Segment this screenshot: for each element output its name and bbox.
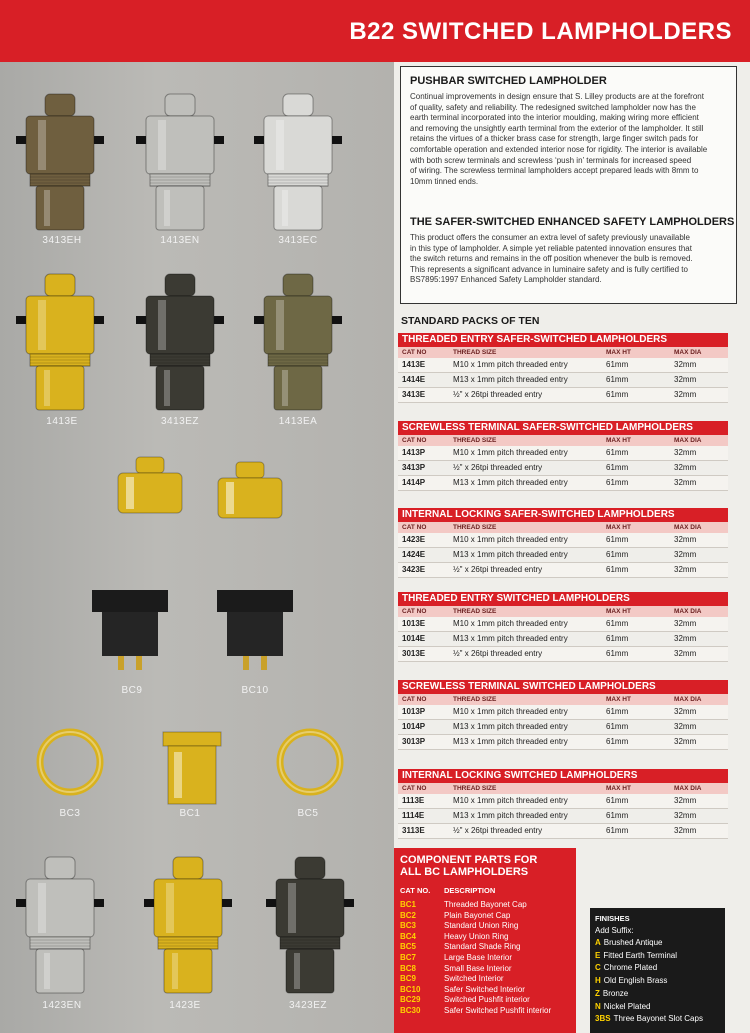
product-label: 3413EZ xyxy=(160,416,200,427)
component-row xyxy=(394,953,576,964)
table-cell: 32mm xyxy=(674,796,697,805)
table-header-cell: MAX HT xyxy=(606,437,631,444)
table-row xyxy=(398,548,728,563)
finishes-box xyxy=(590,908,725,1033)
spec-table xyxy=(398,333,728,403)
finish-code: A xyxy=(595,938,601,947)
component-desc: Safer Switched Pushfit interior xyxy=(444,1005,552,1015)
product-label: BC5 xyxy=(297,808,319,819)
table-row xyxy=(398,632,728,647)
table-row xyxy=(398,720,728,735)
body-line: This product offers the consumer an extra level of safety previously unavailable xyxy=(410,233,690,242)
table-cell: 32mm xyxy=(674,634,697,643)
product-label: 3413EC xyxy=(278,235,318,246)
component-desc: Switched Interior xyxy=(444,974,504,984)
table-header xyxy=(398,522,728,533)
product-label: 1413E xyxy=(46,416,78,427)
table-row xyxy=(398,533,728,548)
section-heading: THE SAFER-SWITCHED ENHANCED SAFETY LAMPHOLDERS xyxy=(410,216,735,228)
table-cell: 32mm xyxy=(674,463,697,472)
table-cell: 61mm xyxy=(606,360,629,369)
body-line: This represents a significant advance in luminaire safety and is fully certified to xyxy=(410,264,688,274)
table-cell: M10 x 1mm pitch threaded entry xyxy=(453,619,568,628)
component-desc: Standard Shade Ring xyxy=(444,942,521,952)
table-cell: ½" x 26tpi threaded entry xyxy=(453,565,543,574)
table-cell: 3413E xyxy=(402,390,426,399)
table-header-cell: MAX HT xyxy=(606,696,631,703)
component-desc: Switched Pushfit interior xyxy=(444,995,530,1005)
table-cell: 32mm xyxy=(674,619,697,628)
table-header xyxy=(398,606,728,617)
spec-table xyxy=(398,508,728,578)
lampholder-3413EZ xyxy=(136,274,224,410)
table-row xyxy=(398,647,728,662)
component-row xyxy=(394,932,576,943)
component-desc: Safer Switched Interior xyxy=(444,984,525,994)
table-cell: 61mm xyxy=(606,811,629,820)
interior-BC10 xyxy=(217,590,293,670)
component-desc: Heavy Union Ring xyxy=(444,931,509,941)
component-desc: Threaded Bayonet Cap xyxy=(444,900,527,909)
table-cell: M10 x 1mm pitch threaded entry xyxy=(453,448,568,457)
component-row xyxy=(394,911,576,922)
body-line: earth terminal incorporated into the interior moulding, making wiring more efficient xyxy=(410,113,699,123)
table-header xyxy=(398,694,728,705)
finish-desc: Bronze xyxy=(602,988,629,998)
table-cell: 61mm xyxy=(606,478,629,487)
table-header-cell: MAX HT xyxy=(606,349,631,356)
table-cell: 1423E xyxy=(402,535,426,544)
table-row xyxy=(398,563,728,578)
lampholder-3413EH xyxy=(16,94,104,230)
finish-code: Z xyxy=(595,988,600,998)
product-label: 1423EN xyxy=(42,1000,82,1011)
lampholder-1423EN xyxy=(16,857,104,993)
table-cell: M10 x 1mm pitch threaded entry xyxy=(453,535,568,544)
description-box xyxy=(400,66,737,304)
table-cell: M10 x 1mm pitch threaded entry xyxy=(453,360,568,369)
product-label: 3423EZ xyxy=(288,1000,328,1011)
table-cell: 1413P xyxy=(402,448,426,457)
body-line: and removing the unsightly earth terminal from the exterior of the lampholder. It still xyxy=(410,123,704,133)
finish-desc: Chrome Plated xyxy=(603,963,658,973)
spec-table xyxy=(398,769,728,839)
table-row xyxy=(398,446,728,461)
cap-image xyxy=(118,457,182,513)
table-cell: 61mm xyxy=(606,722,629,731)
component-row xyxy=(394,964,576,975)
component-code: BC1 xyxy=(400,900,417,909)
table-header-cell: CAT NO xyxy=(402,349,427,356)
table-row xyxy=(398,809,728,824)
component-title xyxy=(400,854,537,878)
table-cell: 1013P xyxy=(402,707,426,716)
table-row xyxy=(398,617,728,632)
table-cell: 32mm xyxy=(674,535,697,544)
table-cell: 61mm xyxy=(606,796,629,805)
component-code: BC29 xyxy=(400,995,421,1005)
table-header-cell: MAX DIA xyxy=(674,524,702,531)
table-row xyxy=(398,735,728,750)
lampholder-1413E xyxy=(16,274,104,410)
component-row xyxy=(394,995,576,1006)
finish-desc: Old English Brass xyxy=(603,976,668,986)
table-header-cell: CAT NO xyxy=(402,608,427,615)
table-header-cell: THREAD SIZE xyxy=(453,349,497,356)
table-cell: 61mm xyxy=(606,707,629,716)
component-code: BC7 xyxy=(400,952,417,962)
table-cell: 32mm xyxy=(674,448,697,457)
lampholder-1423E xyxy=(144,857,232,993)
component-code: BC4 xyxy=(400,931,417,941)
body-line: of quality, safety and reliability. The redesigned switched lampholder now has the xyxy=(410,102,696,112)
finish-desc: Three Bayonet Slot Caps xyxy=(613,1014,703,1024)
body-line: of wiring. The screwless terminal lampholders accept prepared leads with 8mm to xyxy=(410,166,699,176)
table-header-cell: MAX DIA xyxy=(674,437,702,444)
product-label: BC3 xyxy=(59,808,81,819)
table-cell: 1414P xyxy=(402,478,426,487)
table-cell: ½" x 26tpi threaded entry xyxy=(453,390,543,399)
table-cell: M13 x 1mm pitch threaded entry xyxy=(453,634,568,643)
table-header-cell: THREAD SIZE xyxy=(453,785,497,792)
product-label: BC1 xyxy=(179,808,201,819)
table-header xyxy=(398,435,728,446)
finish-code: C xyxy=(595,963,601,973)
table-cell: 3413P xyxy=(402,463,426,472)
table-cell: 61mm xyxy=(606,737,629,746)
product-label: BC10 xyxy=(241,685,269,696)
component-title-line: ALL BC LAMPHOLDERS xyxy=(400,866,529,878)
table-row xyxy=(398,373,728,388)
table-cell: 61mm xyxy=(606,550,629,559)
table-header-cell: CAT NO xyxy=(402,524,427,531)
table-header-cell: MAX DIA xyxy=(674,349,702,356)
table-cell: M13 x 1mm pitch threaded entry xyxy=(453,722,568,731)
table-header-cell: CAT NO xyxy=(402,785,427,792)
body-line: 10mm tinned ends. xyxy=(410,176,479,186)
table-row xyxy=(398,476,728,491)
table-title: SCREWLESS TERMINAL SWITCHED LAMPHOLDERS xyxy=(398,680,728,694)
section2-body xyxy=(410,233,730,286)
table-header-cell: CAT NO xyxy=(402,437,427,444)
table-cell: 61mm xyxy=(606,619,629,628)
table-cell: M10 x 1mm pitch threaded entry xyxy=(453,796,568,805)
component-title-line: COMPONENT PARTS FOR xyxy=(400,854,538,866)
table-title: INTERNAL LOCKING SAFER-SWITCHED LAMPHOLDERS xyxy=(398,508,728,522)
component-desc: Standard Union Ring xyxy=(444,921,519,931)
table-row xyxy=(398,705,728,720)
component-list xyxy=(394,900,576,1017)
table-cell: 1014P xyxy=(402,722,426,731)
component-row xyxy=(394,1006,576,1017)
table-cell: 1413E xyxy=(402,360,426,369)
table-cell: 32mm xyxy=(674,826,697,835)
finish-row xyxy=(595,1002,650,1011)
table-cell: 32mm xyxy=(674,550,697,559)
table-cell: 32mm xyxy=(674,737,697,746)
table-cell: M13 x 1mm pitch threaded entry xyxy=(453,375,568,384)
table-cell: 32mm xyxy=(674,375,697,384)
finish-desc: Brushed Antique xyxy=(603,938,663,947)
table-cell: 61mm xyxy=(606,375,629,384)
body-line: with both screw terminals and screwless ‘push in’ terminals for increased speed xyxy=(410,155,692,165)
spec-table xyxy=(398,592,728,662)
component-header xyxy=(400,886,496,895)
spec-table xyxy=(398,680,728,750)
product-label: 1413EA xyxy=(278,416,318,427)
table-cell: 1424E xyxy=(402,550,426,559)
body-line: in this type of lampholder. A simple yet reliable patented innovation ensures that xyxy=(410,243,692,253)
product-label: BC9 xyxy=(121,685,143,696)
table-row xyxy=(398,794,728,809)
finish-code: N xyxy=(595,1001,601,1011)
component-desc: Small Base Interior xyxy=(444,963,512,973)
component-code: BC9 xyxy=(400,974,417,984)
table-cell: 61mm xyxy=(606,448,629,457)
product-label: 3413EH xyxy=(42,235,82,246)
table-row xyxy=(398,358,728,373)
table-cell: M13 x 1mm pitch threaded entry xyxy=(453,550,568,559)
section-heading: PUSHBAR SWITCHED LAMPHOLDER xyxy=(410,75,607,87)
lampholder-3413EC xyxy=(254,94,342,230)
table-cell: M10 x 1mm pitch threaded entry xyxy=(453,707,568,716)
component-code: BC10 xyxy=(400,984,421,994)
body-line: comfortable operation and extended interior nose for rigidity. The interior is available xyxy=(410,144,708,154)
table-title: INTERNAL LOCKING SWITCHED LAMPHOLDERS xyxy=(398,769,728,783)
table-row xyxy=(398,824,728,839)
lampholder-1413EA xyxy=(254,274,342,410)
table-cell: M13 x 1mm pitch threaded entry xyxy=(453,737,568,746)
table-row xyxy=(398,461,728,476)
table-header xyxy=(398,347,728,358)
table-cell: 3013P xyxy=(402,737,426,746)
lampholder-1413EN xyxy=(136,94,224,230)
cap-image xyxy=(218,462,282,518)
table-cell: 1414E xyxy=(402,375,426,384)
component-row xyxy=(394,974,576,985)
table-cell: ½" x 26tpi threaded entry xyxy=(453,649,543,658)
table-cell: 32mm xyxy=(674,478,697,487)
table-cell: 32mm xyxy=(674,649,697,658)
finish-row xyxy=(595,963,657,972)
table-header-cell: THREAD SIZE xyxy=(453,437,497,444)
finish-code: 3BS xyxy=(595,1014,611,1024)
component-head-desc: DESCRIPTION xyxy=(444,886,496,895)
body-line: retains the virtues of a thicker brass case for strength, large finger switch pads for xyxy=(410,134,699,144)
table-cell: 1114E xyxy=(402,811,425,820)
table-header-cell: MAX DIA xyxy=(674,696,702,703)
table-header-cell: MAX HT xyxy=(606,785,631,792)
component-parts-box xyxy=(394,848,576,1033)
table-cell: 1113E xyxy=(402,796,425,805)
table-row xyxy=(398,388,728,403)
component-row xyxy=(394,985,576,996)
bayonet-cap-BC1 xyxy=(163,732,221,804)
table-cell: M13 x 1mm pitch threaded entry xyxy=(453,478,568,487)
table-cell: 61mm xyxy=(606,463,629,472)
table-cell: 1013E xyxy=(402,619,426,628)
component-row xyxy=(394,921,576,932)
table-cell: 32mm xyxy=(674,722,697,731)
finish-row xyxy=(595,989,628,998)
table-header xyxy=(398,783,728,794)
finish-row xyxy=(595,1014,703,1023)
product-label: 1413EN xyxy=(160,235,200,246)
table-header-cell: CAT NO xyxy=(402,696,427,703)
finish-row xyxy=(595,938,663,947)
product-images xyxy=(0,62,394,1033)
table-title: THREADED ENTRY SWITCHED LAMPHOLDERS xyxy=(398,592,728,606)
table-cell: 32mm xyxy=(674,811,697,820)
table-header-cell: MAX DIA xyxy=(674,785,702,792)
product-label: 1423E xyxy=(169,1000,201,1011)
table-cell: ½" x 26tpi threaded entry xyxy=(453,826,543,835)
spec-table xyxy=(398,421,728,491)
component-code: BC30 xyxy=(400,1005,421,1015)
lampholder-3423EZ xyxy=(266,857,354,993)
section1-body xyxy=(410,92,730,187)
finish-row xyxy=(595,951,677,960)
finishes-title: FINISHES xyxy=(595,914,630,923)
component-code: BC8 xyxy=(400,963,417,973)
table-header-cell: MAX DIA xyxy=(674,608,702,615)
component-code: BC2 xyxy=(400,910,417,920)
table-cell: 61mm xyxy=(606,649,629,658)
finish-code: E xyxy=(595,950,601,960)
table-title: SCREWLESS TERMINAL SAFER-SWITCHED LAMPHOLDERS xyxy=(398,421,728,435)
table-cell: 61mm xyxy=(606,565,629,574)
table-header-cell: THREAD SIZE xyxy=(453,608,497,615)
ring-BC3 xyxy=(40,732,100,792)
finish-row xyxy=(595,976,667,985)
body-line: the switch returns and remains in the off position whenever the bulb is removed. xyxy=(410,254,693,264)
table-cell: 32mm xyxy=(674,565,697,574)
table-header-cell: MAX HT xyxy=(606,608,631,615)
body-line: BS7895:1997 Enhanced Safety Lampholder standard. xyxy=(410,275,602,285)
table-cell: 61mm xyxy=(606,634,629,643)
table-cell: 32mm xyxy=(674,390,697,399)
component-desc: Large Base Interior xyxy=(444,952,513,962)
table-cell: 3423E xyxy=(402,565,426,574)
table-cell: ½" x 26tpi threaded entry xyxy=(453,463,543,472)
table-title: THREADED ENTRY SAFER-SWITCHED LAMPHOLDERS xyxy=(398,333,728,347)
table-cell: 1014E xyxy=(402,634,426,643)
table-cell: 3013E xyxy=(402,649,426,658)
finishes-subtitle: Add Suffix: xyxy=(595,926,634,935)
page-title: B22 SWITCHED LAMPHOLDERS xyxy=(349,18,732,45)
finish-desc: Fitted Earth Terminal xyxy=(603,950,678,960)
body-line: Continual improvements in design ensure that S. Lilley products are at the forefront xyxy=(410,92,704,101)
component-head-cat: CAT NO. xyxy=(400,886,431,895)
table-cell: 61mm xyxy=(606,390,629,399)
table-cell: 32mm xyxy=(674,360,697,369)
interior-BC9 xyxy=(92,590,168,670)
component-code: BC3 xyxy=(400,921,417,931)
component-row xyxy=(394,942,576,953)
packs-title: STANDARD PACKS OF TEN xyxy=(401,315,540,327)
finish-code: H xyxy=(595,976,601,986)
ring-BC5 xyxy=(280,732,340,792)
table-cell: 61mm xyxy=(606,535,629,544)
component-desc: Plain Bayonet Cap xyxy=(444,910,511,920)
table-cell: M13 x 1mm pitch threaded entry xyxy=(453,811,568,820)
table-cell: 3113E xyxy=(402,826,425,835)
table-header-cell: THREAD SIZE xyxy=(453,696,497,703)
component-code: BC5 xyxy=(400,942,417,952)
table-header-cell: THREAD SIZE xyxy=(453,524,497,531)
table-cell: 61mm xyxy=(606,826,629,835)
table-header-cell: MAX HT xyxy=(606,524,631,531)
finish-desc: Nickel Plated xyxy=(603,1001,651,1011)
table-cell: 32mm xyxy=(674,707,697,716)
component-row xyxy=(394,900,576,911)
